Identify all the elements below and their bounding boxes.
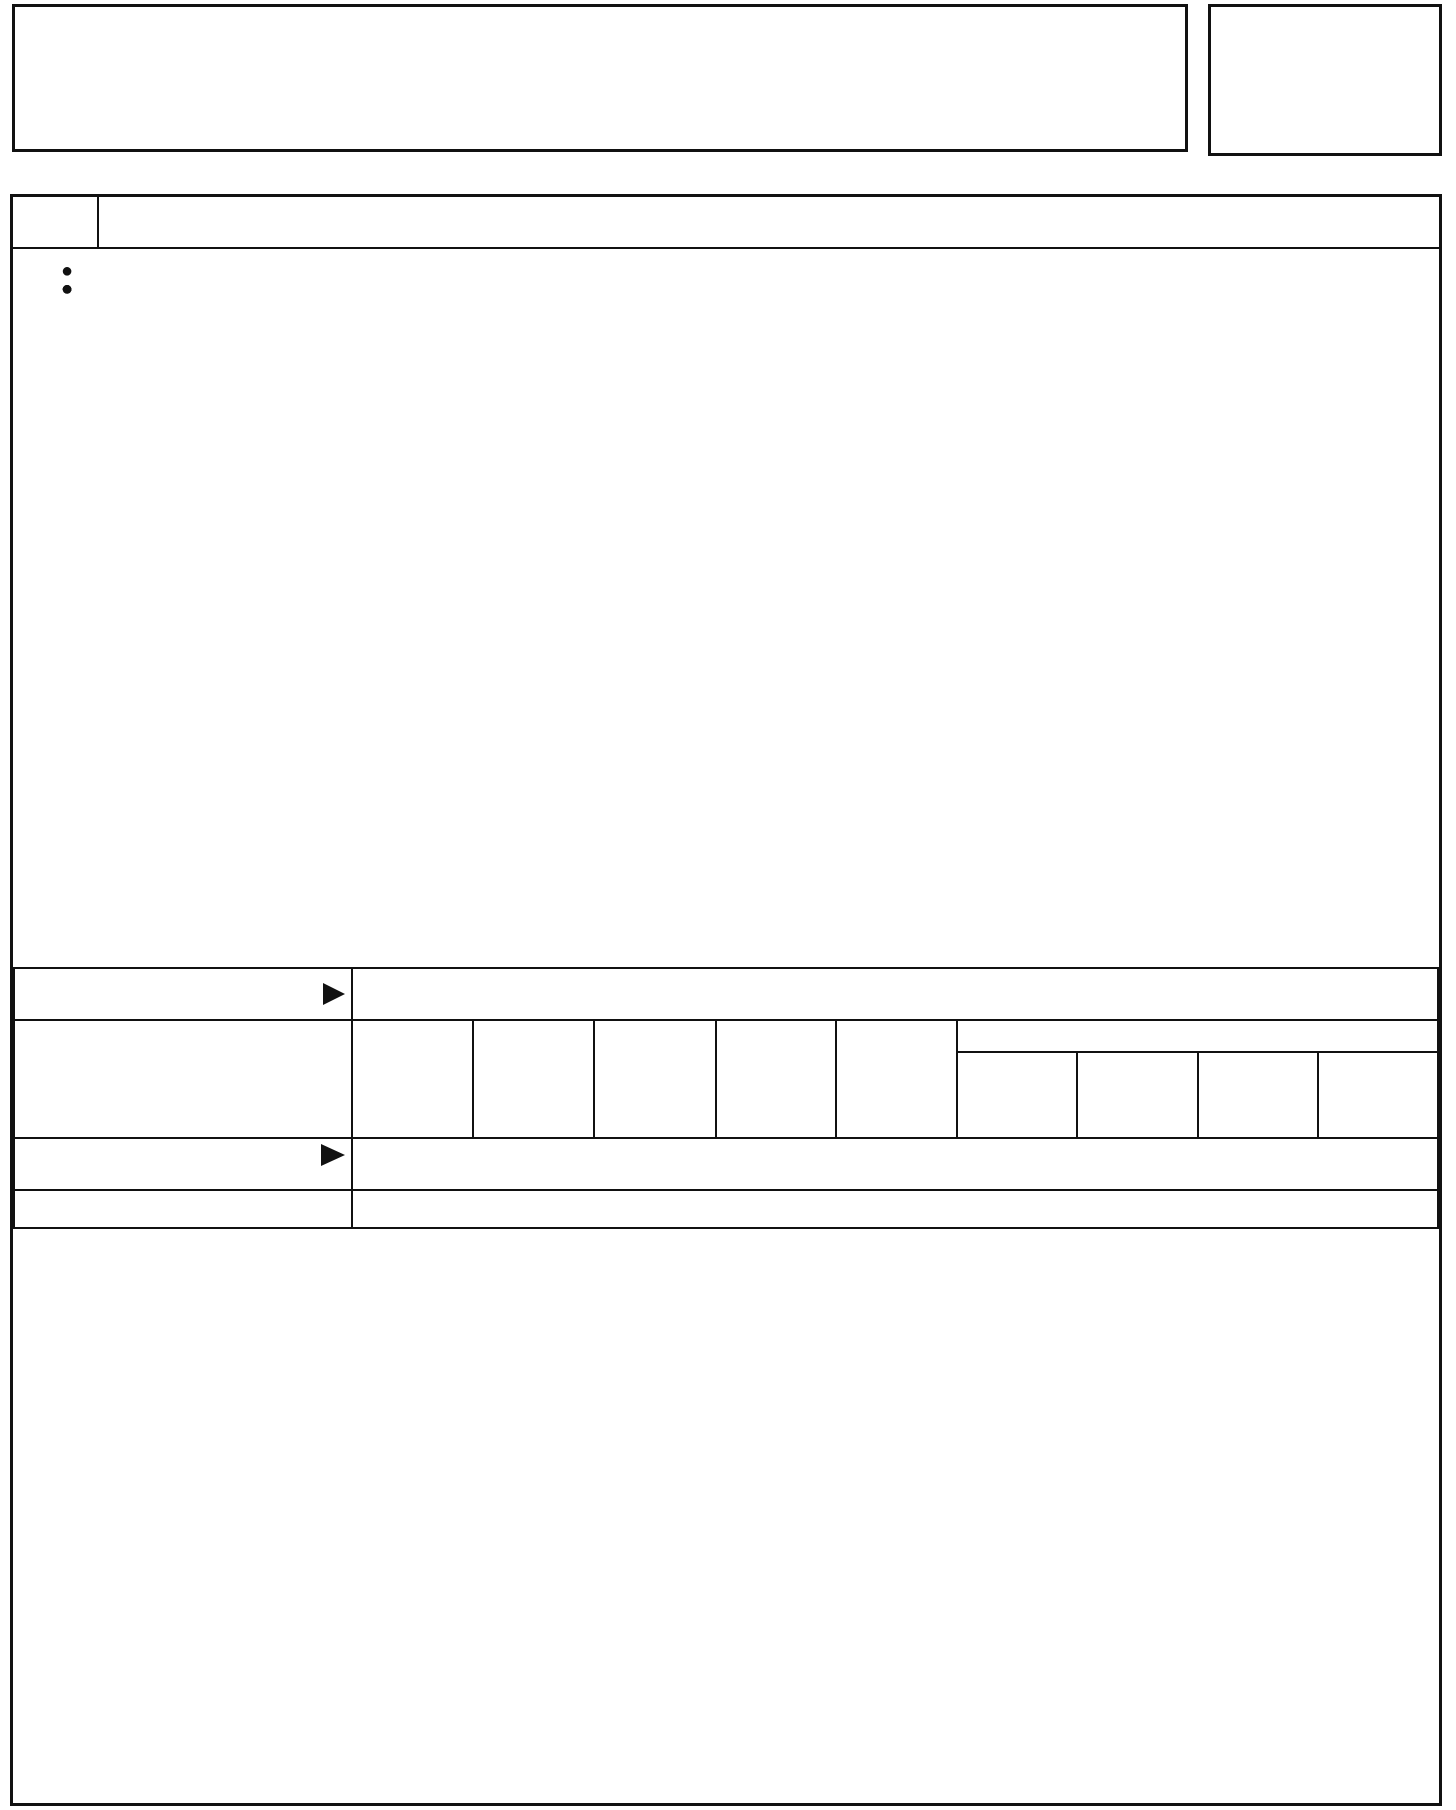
instructions bbox=[13, 257, 1439, 275]
no-codes-label bbox=[14, 1190, 352, 1228]
engine-column-header bbox=[1198, 1052, 1319, 1138]
title-box bbox=[12, 4, 1188, 152]
engine-column-header bbox=[716, 1020, 837, 1138]
code-11-action bbox=[352, 1138, 1438, 1190]
arrow-right-icon bbox=[323, 983, 345, 1005]
results-header bbox=[14, 968, 352, 1020]
service-codes-header bbox=[14, 1020, 352, 1138]
step-header bbox=[13, 197, 1439, 249]
results-table bbox=[13, 967, 1439, 1229]
engine-column-header bbox=[1077, 1052, 1198, 1138]
section-number bbox=[1208, 4, 1442, 156]
step-letter bbox=[13, 197, 99, 247]
test-step-panel bbox=[10, 194, 1442, 1806]
engine-column-header bbox=[957, 1052, 1078, 1138]
engine-column-header bbox=[352, 1020, 473, 1138]
engine-column-header bbox=[594, 1020, 716, 1138]
action-header bbox=[352, 968, 1438, 1020]
results-table-wrap bbox=[13, 967, 1439, 1229]
engine-column-header bbox=[836, 1020, 957, 1138]
code-cell bbox=[14, 1138, 352, 1190]
no-codes-action bbox=[352, 1190, 1438, 1228]
arrow-right-icon bbox=[321, 1144, 345, 1166]
truck-header bbox=[957, 1020, 1438, 1052]
engine-column-header bbox=[473, 1020, 595, 1138]
engine-column-header bbox=[1318, 1052, 1438, 1138]
